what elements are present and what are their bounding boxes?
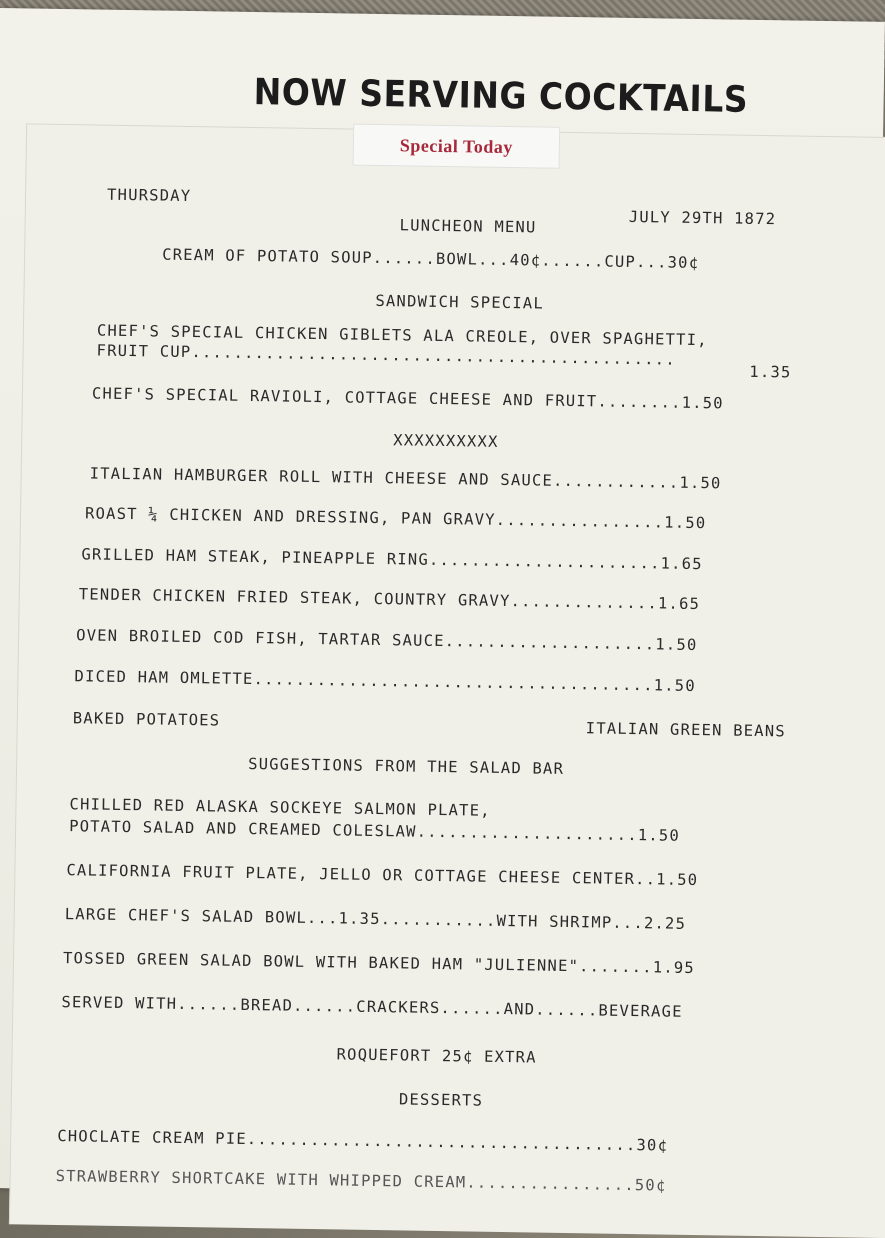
side-right: ITALIAN GREEN BEANS: [585, 719, 786, 741]
salad-heading: SUGGESTIONS FROM THE SALAD BAR: [248, 754, 565, 778]
special1-line1: CHEF'S SPECIAL CHICKEN GIBLETS ALA CREOLE, OVER SPAGHETTI,: [96, 321, 708, 350]
salad-line: CALIFORNIA FRUIT PLATE, JELLO OR COTTAGE CHEESE CENTER..1.50: [66, 861, 699, 890]
salad-line: LARGE CHEF'S SALAD BOWL...1.35...........WITH SHRIMP...2.25: [64, 905, 687, 933]
entree-line: OVEN BROILED COD FISH, TARTAR SAUCE....................1.50: [76, 626, 698, 655]
roquefort-note: ROQUEFORT 25¢ EXTRA: [336, 1045, 537, 1067]
entree-line: ITALIAN HAMBURGER ROLL WITH CHEESE AND SAUCE............1.50: [89, 464, 722, 493]
served-with-line: SERVED WITH......BREAD......CRACKERS......AND......BEVERAGE: [61, 993, 683, 1021]
salad-line: CHILLED RED ALASKA SOCKEYE SALMON PLATE,: [69, 795, 491, 820]
special1-price: 1.35: [749, 362, 792, 382]
entree-line: ROAST ¼ CHICKEN AND DRESSING, PAN GRAVY................1.50: [84, 504, 707, 533]
sandwich-heading: SANDWICH SPECIAL: [375, 291, 545, 313]
dessert-line: CHOCLATE CREAM PIE.....................................30¢: [57, 1127, 669, 1155]
entree-line: GRILLED HAM STEAK, PINEAPPLE RING......................1.65: [81, 545, 703, 574]
menu-heading: LUNCHEON MENU: [399, 216, 537, 237]
desserts-heading: DESSERTS: [398, 1090, 484, 1110]
special-today-label: Special Today: [353, 124, 561, 169]
menu-date: JULY 29TH 1872: [628, 207, 777, 229]
entree-line: DICED HAM OMLETTE......................................1.50: [74, 667, 696, 696]
cocktails-headline: NOW SERVING COCKTAILS: [253, 70, 749, 121]
soup-line: CREAM OF POTATO SOUP......BOWL...40¢......CUP...30¢: [162, 245, 700, 273]
menu-paper: [0, 8, 885, 1202]
special2-line: CHEF'S SPECIAL RAVIOLI, COTTAGE CHEESE AND FRUIT........1.50: [91, 384, 724, 413]
dessert-line: STRAWBERRY SHORTCAKE WITH WHIPPED CREAM................50¢: [55, 1167, 667, 1195]
separator-line: XXXXXXXXXX: [393, 431, 499, 451]
entree-line: TENDER CHICKEN FRIED STEAK, COUNTRY GRAVY..............1.65: [78, 585, 701, 614]
menu-day: THURSDAY: [106, 185, 192, 206]
side-left: BAKED POTATOES: [72, 709, 221, 730]
salad-line: TOSSED GREEN SALAD BOWL WITH BAKED HAM "JULIENNE".......1.95: [62, 949, 696, 978]
special1-line2: FRUIT CUP..............................................: [96, 341, 676, 369]
salad-line: POTATO SALAD AND CREAMED COLESLAW.....................1.50: [69, 817, 681, 845]
